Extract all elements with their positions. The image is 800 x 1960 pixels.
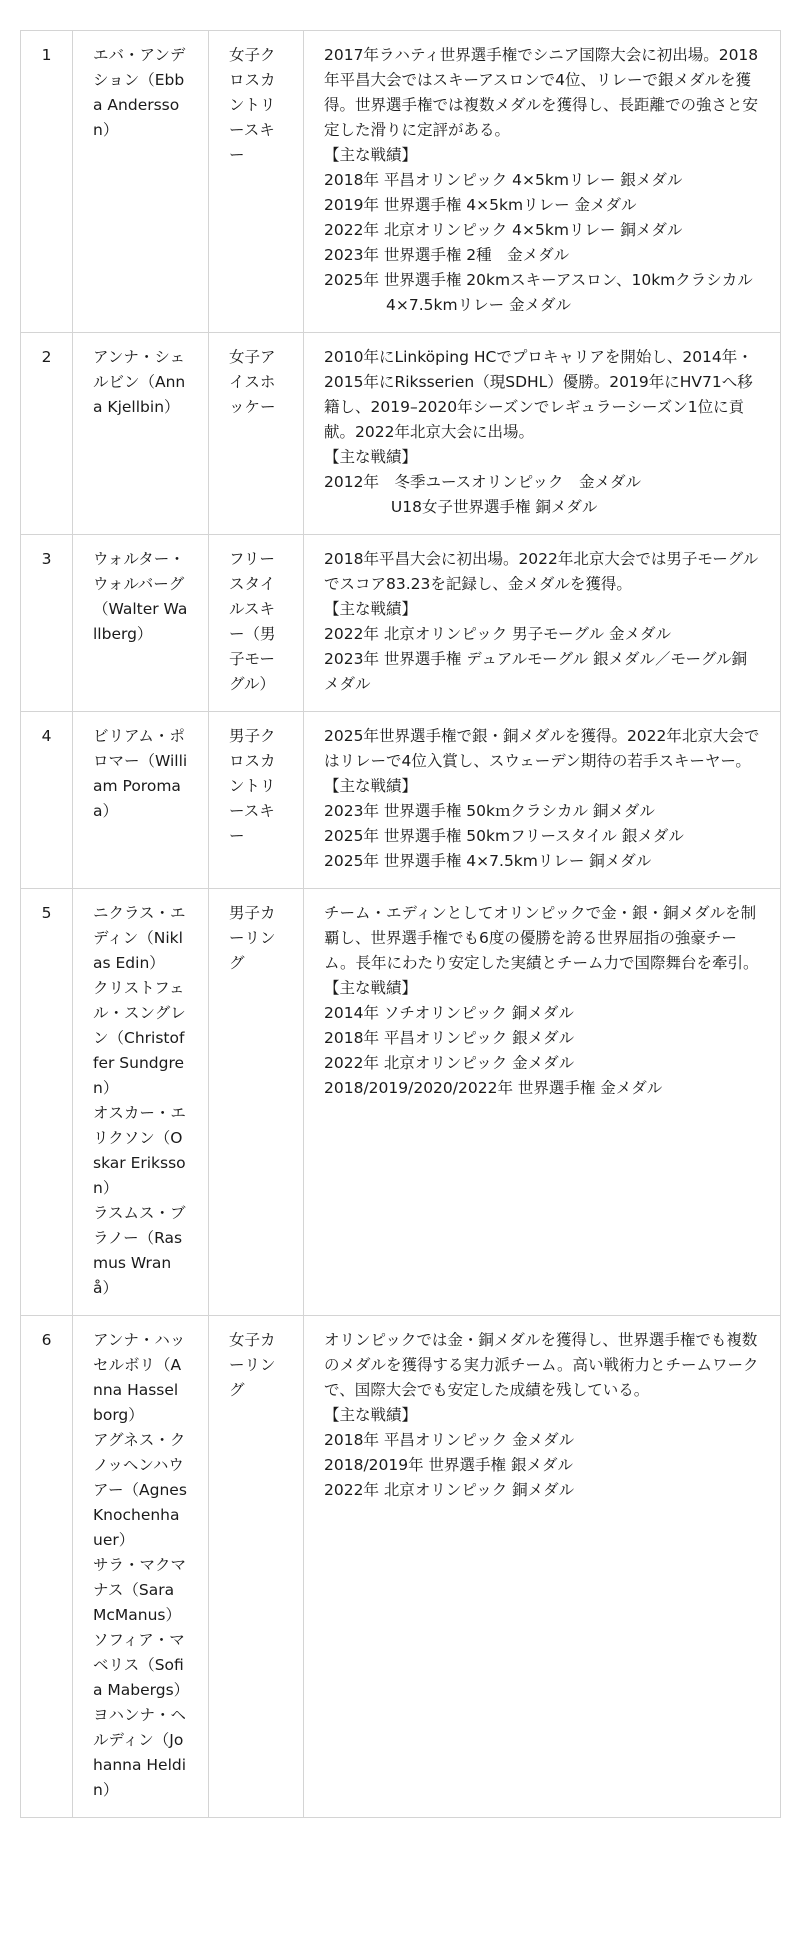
description: オリンピックでは金・銅メダルを獲得し、世界選手権でも複数のメダルを獲得する実力派チーム。高い戦術力とチームワークで、国際大会でも安定した成績を残している。 (324, 1331, 759, 1399)
athlete-name: アグネス・クノッヘンハウアー（Agnes Knochenhauer） (93, 1431, 192, 1549)
athlete-names (73, 333, 209, 535)
row-number: 1 (21, 31, 73, 333)
record-item: 2022年 北京オリンピック 4×5kmリレー 銅メダル (324, 221, 683, 239)
row-number: 2 (21, 333, 73, 535)
record-item: 2012年 冬季ユースオリンピック 金メダル (324, 473, 642, 491)
record-item: 4×7.5kmリレー 金メダル (324, 296, 572, 314)
records-heading: 【主な戦績】 (324, 146, 418, 164)
record-item: 2019年 世界選手権 4×5kmリレー 金メダル (324, 196, 637, 214)
athlete-detail (304, 31, 781, 333)
record-item: 2025年 世界選手権 50kmフリースタイル 銀メダル (324, 827, 684, 845)
event-name: 女子カーリング (209, 1316, 304, 1818)
record-item: 2018年 平昌オリンピック 金メダル (324, 1431, 575, 1449)
athlete-names (73, 1316, 209, 1818)
event-name: 男子クロスカントリースキー (209, 712, 304, 889)
athlete-detail (304, 712, 781, 889)
athlete-names (73, 889, 209, 1316)
record-item: 2018/2019年 世界選手権 銀メダル (324, 1456, 573, 1474)
records-heading: 【主な戦績】 (324, 979, 418, 997)
table-row (21, 712, 781, 889)
description: 2017年ラハティ世界選手権でシニア国際大会に初出場。2018年平昌大会ではスキーアスロンで4位、リレーで銀メダルを獲得。世界選手権では複数メダルを獲得し、長距離での強さと安定した滑りに定評がある。 (324, 46, 759, 139)
records-heading: 【主な戦績】 (324, 448, 418, 466)
record-item: 2022年 北京オリンピック 銅メダル (324, 1481, 575, 1499)
records-heading: 【主な戦績】 (324, 777, 418, 795)
row-number: 3 (21, 535, 73, 712)
athlete-name: ニクラス・エディン（Niklas Edin） (93, 904, 186, 972)
record-item: 2023年 世界選手権 デュアルモーグル 銀メダル／モーグル銅メダル (324, 650, 747, 693)
event-name: フリースタイルスキー（男子モーグル） (209, 535, 304, 712)
description: 2025年世界選手権で銀・銅メダルを獲得。2022年北京大会ではリレーで4位入賞し、スウェーデン期待の若手スキーヤー。 (324, 727, 760, 770)
athlete-name: ビリアム・ポロマー（William Poromaa） (93, 727, 188, 820)
records-heading: 【主な戦績】 (324, 1406, 418, 1424)
athlete-name: サラ・マクマナス（Sara McManus） (93, 1556, 187, 1624)
athlete-name: クリストフェル・スングレン（Christoffer Sundgren） (93, 979, 186, 1097)
athlete-detail (304, 889, 781, 1316)
description: チーム・エディンとしてオリンピックで金・銀・銅メダルを制覇し、世界選手権でも6度の優勝を誇る世界屈指の強豪チーム。長年にわたり安定した実績とチーム力で国際舞台を牽引。 (324, 904, 759, 972)
table-row (21, 31, 781, 333)
athlete-name: アンナ・ハッセルボリ（Anna Hasselborg） (93, 1331, 186, 1424)
athletes-table (20, 30, 781, 1818)
athlete-name: アンナ・シェルビン（Anna Kjellbin） (93, 348, 186, 416)
athlete-names (73, 712, 209, 889)
record-item: 2023年 世界選手権 2種 金メダル (324, 246, 570, 264)
description: 2010年にLinköping HCでプロキャリアを開始し、2014年・2015年にRiksserien（現SDHL）優勝。2019年にHV71へ移籍し、2019–2020年シーズンでレギュラーシーズン1位に貢献。2022年北京大会に出場。 (324, 348, 753, 441)
athlete-name: オスカー・エリクソン（Oskar Eriksson） (93, 1104, 186, 1197)
record-item: 2018年 平昌オリンピック 4×5kmリレー 銀メダル (324, 171, 683, 189)
record-item: 2014年 ソチオリンピック 銅メダル (324, 1004, 574, 1022)
athlete-detail (304, 535, 781, 712)
record-item: 2018/2019/2020/2022年 世界選手権 金メダル (324, 1079, 663, 1097)
description: 2018年平昌大会に初出場。2022年北京大会では男子モーグルでスコア83.23を記録し、金メダルを獲得。 (324, 550, 759, 593)
athlete-name: ソフィア・マベリス（Sofia Mabergs） (93, 1631, 190, 1699)
table-row (21, 333, 781, 535)
record-item: 2025年 世界選手権 20kmスキーアスロン、10kmクラシカル (324, 271, 753, 289)
athlete-names (73, 31, 209, 333)
event-name: 男子カーリング (209, 889, 304, 1316)
athlete-detail (304, 333, 781, 535)
event-name: 女子アイスホッケー (209, 333, 304, 535)
records-heading: 【主な戦績】 (324, 600, 418, 618)
athlete-detail (304, 1316, 781, 1818)
athlete-name: ウォルター・ウォルバーグ（Walter Wallberg） (93, 550, 188, 643)
table-row (21, 889, 781, 1316)
athlete-name: ヨハンナ・ヘルディン（Johanna Heldin） (93, 1706, 187, 1799)
athlete-name: エバ・アンデション（Ebba Andersson） (93, 46, 186, 139)
record-item: 2025年 世界選手権 4×7.5kmリレー 銅メダル (324, 852, 652, 870)
row-number: 6 (21, 1316, 73, 1818)
row-number: 4 (21, 712, 73, 889)
record-item: 2022年 北京オリンピック 男子モーグル 金メダル (324, 625, 672, 643)
table-row (21, 535, 781, 712)
table-row (21, 1316, 781, 1818)
record-item: 2023年 世界選手権 50kｍクラシカル 銅メダル (324, 802, 655, 820)
athlete-names (73, 535, 209, 712)
row-number: 5 (21, 889, 73, 1316)
event-name: 女子クロスカントリースキー (209, 31, 304, 333)
record-item: 2022年 北京オリンピック 金メダル (324, 1054, 575, 1072)
record-item: U18女子世界選手権 銅メダル (324, 498, 598, 516)
record-item: 2018年 平昌オリンピック 銀メダル (324, 1029, 575, 1047)
athlete-name: ラスムス・ブラノー（Rasmus Wranå） (93, 1204, 186, 1297)
